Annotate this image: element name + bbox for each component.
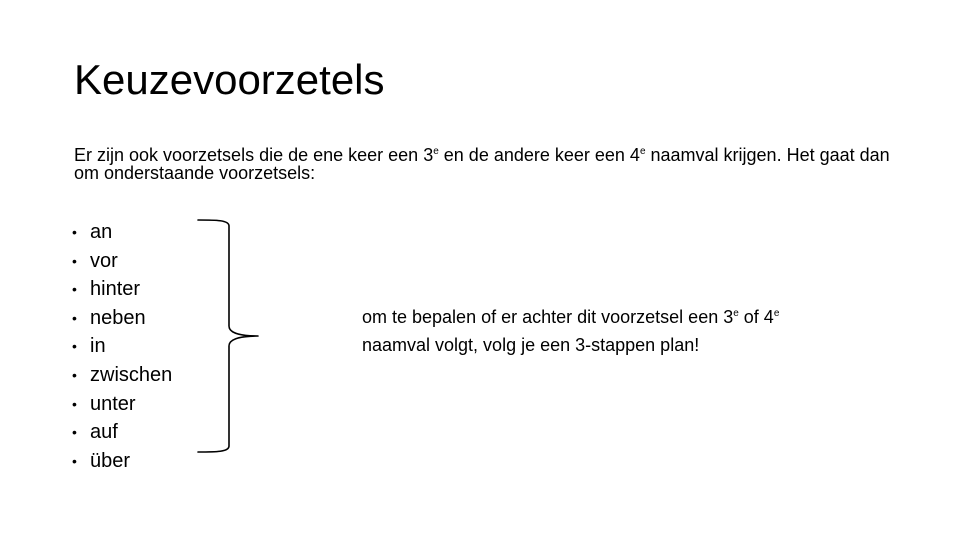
list-item-zwischen xyxy=(72,361,172,390)
intro-text-part-1: Er zijn ook voorzetsels die de ene keer een 3 xyxy=(74,145,434,165)
bullet-icon: • xyxy=(72,366,77,383)
intro-superscript-2: e xyxy=(639,146,646,157)
explanation-superscript-1: e xyxy=(733,308,739,319)
preposition-label: zwischen xyxy=(90,363,173,386)
list-item-vor xyxy=(72,247,172,276)
preposition-label: in xyxy=(90,335,106,358)
preposition-list xyxy=(72,218,172,475)
right-curly-brace-icon xyxy=(196,214,262,460)
preposition-label: unter xyxy=(90,392,136,415)
bullet-icon: • xyxy=(72,424,77,441)
list-item-uber xyxy=(72,447,172,476)
preposition-label: über xyxy=(90,449,131,472)
preposition-label: an xyxy=(90,221,113,243)
bullet-icon: • xyxy=(72,395,77,412)
explanation-text-part-2: of 4 xyxy=(738,307,774,327)
explanation-text xyxy=(362,303,922,359)
preposition-label: auf xyxy=(90,421,118,444)
slide-title: Keuzevoorzetels xyxy=(74,56,385,103)
explanation-text-part-1: om te bepalen of er achter dit voorzetsel een 3 xyxy=(362,307,734,327)
intro-superscript-1: e xyxy=(433,146,439,157)
explanation-superscript-2: e xyxy=(773,308,780,319)
intro-text-part-2: en de andere keer een 4 xyxy=(438,145,640,165)
bullet-icon: • xyxy=(72,309,77,326)
list-item-neben xyxy=(72,304,172,333)
bullet-icon: • xyxy=(72,452,77,469)
bullet-icon: • xyxy=(72,252,77,269)
list-item-in xyxy=(72,332,172,361)
preposition-label: hinter xyxy=(90,278,141,301)
list-item-unter xyxy=(72,390,172,419)
bullet-icon: • xyxy=(72,224,77,240)
preposition-label: vor xyxy=(90,249,118,272)
explanation-text-part-3: naamval volgt, volg je een 3-stappen plan! xyxy=(362,335,700,355)
list-item-hinter xyxy=(72,275,172,304)
list-item-an xyxy=(72,218,172,247)
intro-text-part-3: naamval krijgen. Het gaat dan om onderstaande voorzetsels: xyxy=(74,145,890,183)
preposition-label: neben xyxy=(90,306,146,329)
bullet-icon: • xyxy=(72,281,77,298)
bullet-icon: • xyxy=(72,338,77,355)
intro-text xyxy=(74,146,894,182)
list-item-auf xyxy=(72,418,172,447)
